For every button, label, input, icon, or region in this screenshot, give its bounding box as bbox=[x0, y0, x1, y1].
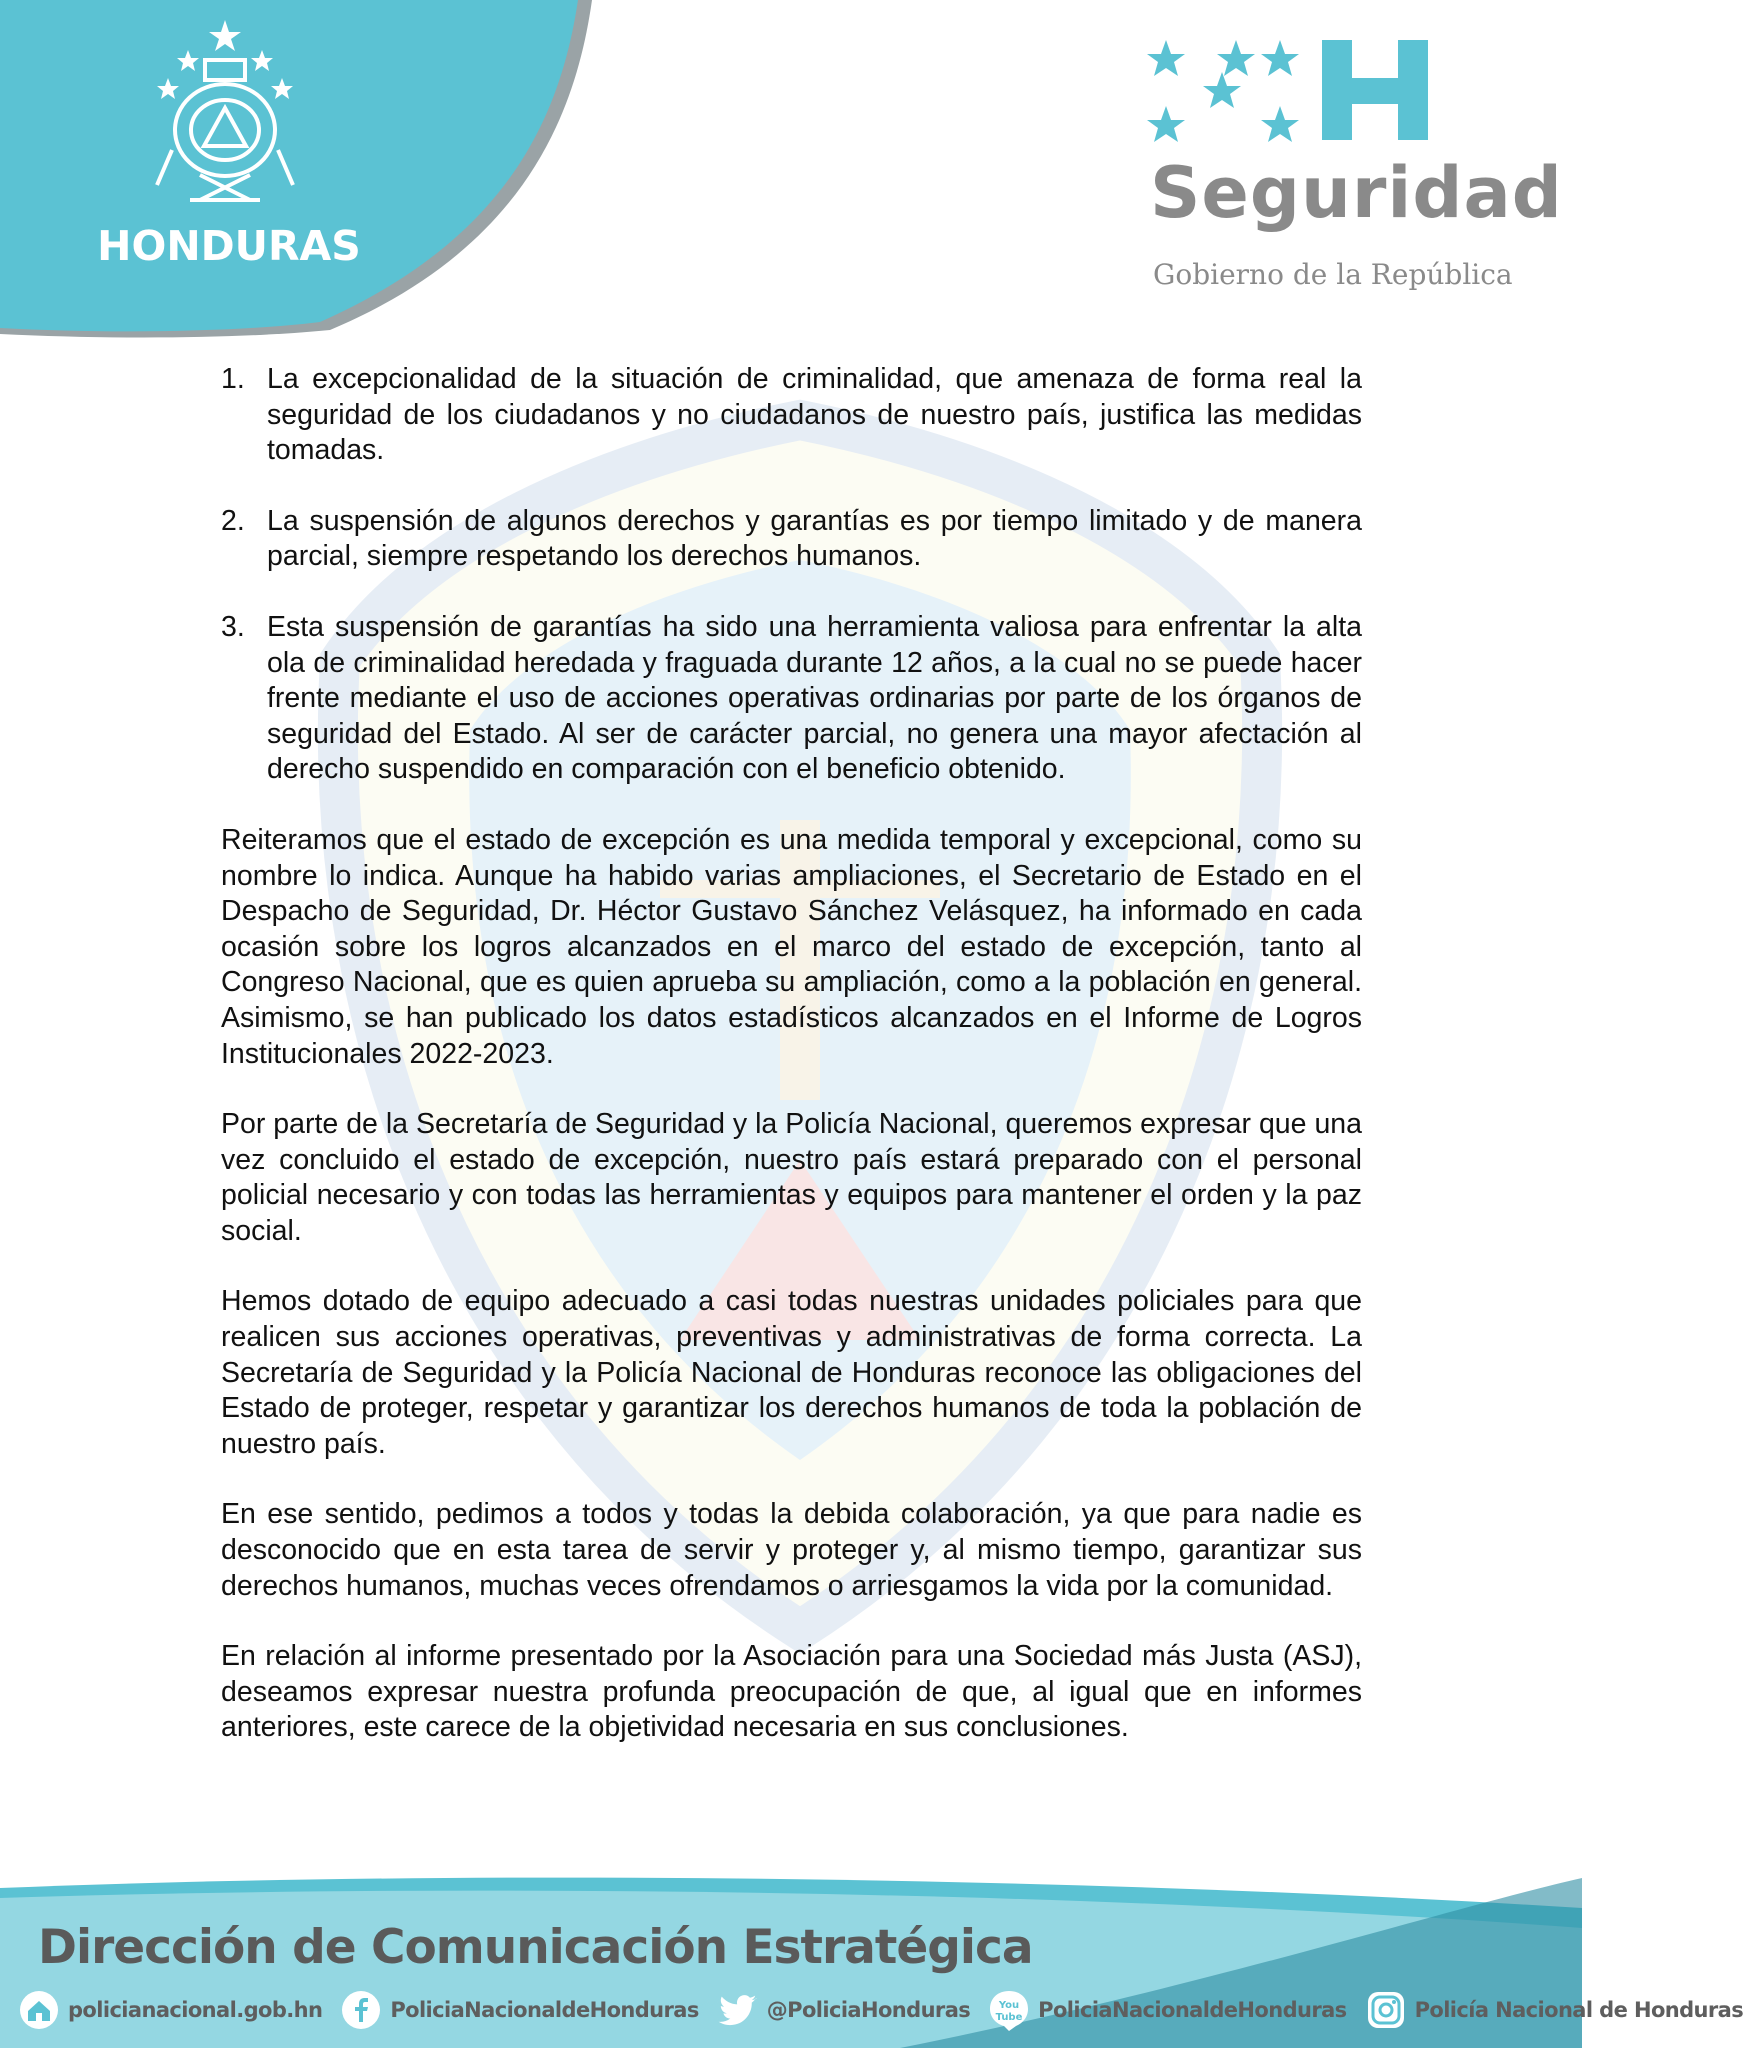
brand-subtitle: Gobierno de la República bbox=[1153, 258, 1513, 291]
paragraph: En relación al informe presentado por la Asociación para una Sociedad más Justa (ASJ), deseamos expresar nuestra profunda preocupación de que, al igual que en informes anteriores, este carece de la objetividad necesaria en sus conclusiones. bbox=[221, 1640, 1362, 1744]
list-item-number: 3. bbox=[221, 610, 245, 643]
social-label: PoliciaNacionaldeHonduras bbox=[390, 1998, 699, 2022]
list-item-text: Esta suspensión de garantías ha sido una herramienta valiosa para enfrentar la alta ola de criminalidad heredada y fraguada durante 12 años, a la cual no se puede hacer frente mediante el uso de acciones operativas ordinarias por parte de los órganos de seguridad del Estado. Al ser de carácter parcial, no genera una mayor afectación al derecho suspendido en comparación con el beneficio obtenido. bbox=[267, 610, 1362, 786]
svg-text:You: You bbox=[999, 2000, 1020, 2011]
h-letter-icon bbox=[1322, 40, 1428, 140]
social-link-instagram[interactable] bbox=[1365, 1989, 1743, 2031]
social-label: Policía Nacional de Honduras bbox=[1414, 1998, 1743, 2022]
list-item-number: 1. bbox=[221, 363, 245, 395]
facebook-icon bbox=[340, 1989, 382, 2031]
list-item bbox=[221, 362, 1362, 469]
list-item-text: La excepcionalidad de la situación de criminalidad, que amenaza de forma real la seguridad de los ciudadanos y no ciudadanos de nuestro país, justifica las medidas tomadas. bbox=[267, 363, 1362, 467]
social-links bbox=[18, 1985, 1743, 2035]
paragraph: Hemos dotado de equipo adecuado a casi todas nuestras unidades policiales para que realicen sus acciones operativas, preventivas y administrativas de forma correcta. La Secretaría de Seguridad y la Policía Nacional de Honduras reconoce las obligaciones del Estado de proteger, respetar y garantizar los derechos humanos de toda la población de nuestro país. bbox=[221, 1285, 1362, 1460]
instagram-icon bbox=[1365, 1989, 1407, 2031]
brand-name: Seguridad bbox=[1150, 152, 1563, 234]
twitter-icon bbox=[717, 1989, 759, 2031]
svg-text:Tube: Tube bbox=[995, 2012, 1023, 2023]
list-item bbox=[221, 504, 1362, 575]
globe-icon bbox=[18, 1989, 60, 2031]
social-link-twitter[interactable] bbox=[717, 1989, 970, 2031]
social-link-website[interactable] bbox=[18, 1989, 322, 2031]
stars-icon bbox=[1147, 40, 1299, 142]
social-link-facebook[interactable] bbox=[340, 1989, 698, 2031]
social-label: PoliciaNacionaldeHonduras bbox=[1038, 1998, 1347, 2022]
list-item-text: La suspensión de algunos derechos y garantías es por tiempo limitado y de manera parcial, siempre respetando los derechos humanos. bbox=[267, 504, 1362, 573]
document-body bbox=[221, 362, 1362, 1781]
social-label: policianacional.gob.hn bbox=[68, 1998, 323, 2022]
youtube-icon bbox=[988, 1989, 1030, 2031]
social-label: @PoliciaHonduras bbox=[766, 1998, 971, 2022]
list-item bbox=[221, 610, 1362, 788]
paragraph: Por parte de la Secretaría de Seguridad y la Policía Nacional, queremos expresar que una vez concluido el estado de excepción, nuestro país estará preparado con el personal policial necesario y con todas las herramientas y equipos para mantener el orden y la paz social. bbox=[221, 1108, 1362, 1247]
paragraph: En ese sentido, pedimos a todos y todas la debida colaboración, ya que para nadie es desconocido que en esta tarea de servir y proteger y, al mismo tiempo, garantizar sus derechos humanos, muchas veces ofrendamos o arriesgamos la vida por la comunidad. bbox=[221, 1498, 1362, 1602]
country-name: HONDURAS bbox=[97, 222, 361, 270]
header-banner bbox=[0, 0, 600, 340]
paragraph: Reiteramos que el estado de excepción es una medida temporal y excepcional, como su nombre lo indica. Aunque ha habido varias ampliaciones, el Secretario de Estado en el Despacho de Seguridad, Dr. Héctor Gustavo Sánchez Velásquez, ha informado en cada ocasión sobre los logros alcanzados en el marco del estado de excepción, tanto al Congreso Nacional, que es quien aprueba su ampliación, como a la población en general. Asimismo, se han publicado los datos estadísticos alcanzados en el Informe de Logros Institucionales 2022-2023. bbox=[221, 823, 1362, 1070]
footer-title: Dirección de Comunicación Estratégica bbox=[38, 1920, 1033, 1975]
social-link-youtube[interactable] bbox=[988, 1989, 1346, 2031]
list-item-number: 2. bbox=[221, 504, 245, 537]
